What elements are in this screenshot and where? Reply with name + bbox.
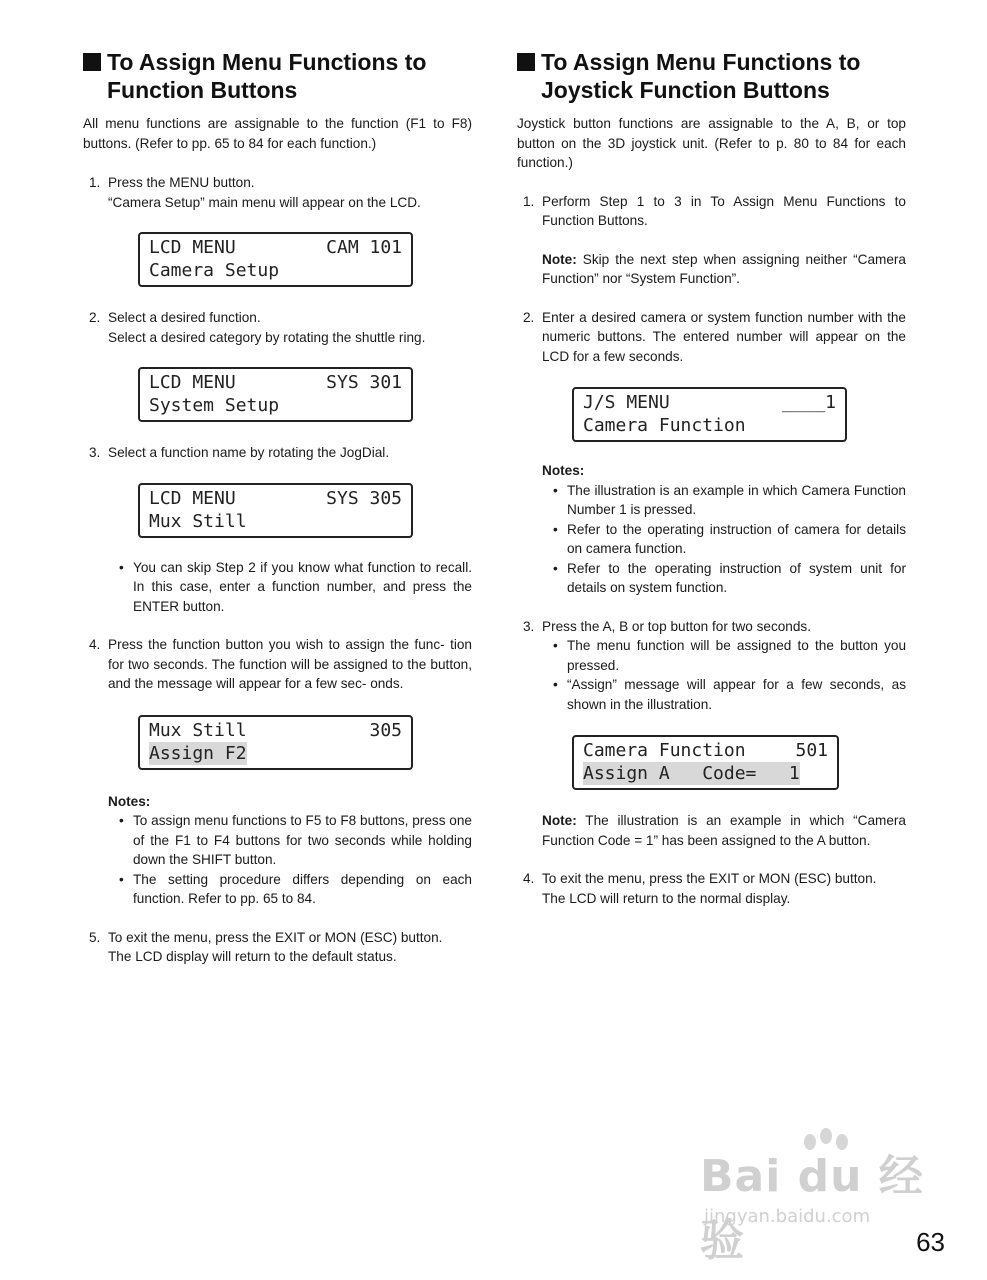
lcd-display-system-setup: LCD MENU SYS 301 System Setup (138, 367, 413, 422)
right-notes-label: Notes: (542, 463, 585, 478)
lcd-display-js-menu: J/S MENU ____1 Camera Function (572, 387, 847, 442)
lcd-display-assign-f2: Mux Still 305 Assign F2 (138, 715, 413, 770)
left-column (83, 48, 472, 967)
right-note-item: • Refer to the operating instruction of camera for details on camera function. (553, 521, 906, 556)
right-intro: Joystick button functions are assignable to the A, B, or top button on the 3D joystick unit. (Refer to p. 80 to 84 for each function.) (517, 116, 906, 170)
right-column (517, 48, 906, 908)
watermark-url: jingyan.baidu.com (704, 1206, 871, 1227)
left-section-heading: To Assign Menu Functions to Function Buttons (83, 48, 472, 104)
left-step-4: 4. Press the function button you wish to assign the func- tion for two seconds. The function will be assigned to the button, and the message will appear for a few sec- onds. (89, 637, 472, 691)
left-note-item: • The setting procedure differs depending on each function. Refer to pp. 65 to 84. (119, 871, 472, 906)
right-step-4: 4. To exit the menu, press the EXIT or MON (ESC) button. The LCD will return to the normal display. (523, 871, 877, 906)
left-notes-label: Notes: (108, 793, 151, 809)
left-step-3-bullet: • You can skip Step 2 if you know what function to recall. In this case, enter a function number, and press the ENTER button. (119, 559, 472, 614)
square-bullet-icon (83, 53, 101, 71)
right-step-3: 3. Press the A, B or top button for two seconds. (523, 618, 812, 634)
left-step-5: 5. To exit the menu, press the EXIT or MON (ESC) button. The LCD display will return to the default status. (89, 929, 443, 964)
paw-icon (796, 1128, 860, 1168)
watermark-brand: Bai du 经验 (700, 1151, 924, 1266)
left-step-1: 1. Press the MENU button. “Camera Setup” main menu will appear on the LCD. (89, 175, 421, 210)
right-note-skip: Note: Skip the next step when assigning neither “Camera Function” nor “System Function”. (542, 251, 906, 286)
right-step-1: 1. Perform Step 1 to 3 in To Assign Menu Functions to Function Buttons. (523, 193, 906, 228)
square-bullet-icon (517, 53, 535, 71)
right-step-3-bullet: • “Assign” message will appear for a few seconds, as shown in the illustration. (553, 677, 906, 712)
left-intro: All menu functions are assignable to the function (F1 to F8) buttons. (Refer to pp. 65 to 84 for each function.) (83, 116, 472, 151)
lcd-display-mux-still: LCD MENU SYS 305 Mux Still (138, 483, 413, 538)
left-note-item: • To assign menu functions to F5 to F8 buttons, press one of the F1 to F4 buttons for two seconds while holding down the SHIFT button. (119, 813, 472, 867)
lcd-display-assign-a: Camera Function 501 Assign A Code= 1 (572, 735, 839, 790)
right-section-heading: To Assign Menu Functions to Joystick Function Buttons (517, 48, 906, 104)
right-note-item: • The illustration is an example in which Camera Function Number 1 is pressed. (553, 482, 906, 517)
lcd-display-camera-setup: LCD MENU CAM 101 Camera Setup (138, 232, 413, 287)
right-note-example: Note: The illustration is an example in which “Camera Function Code = 1” has been assigned to the A button. (542, 813, 906, 848)
baidu-watermark (700, 1128, 930, 1266)
right-note-item: • Refer to the operating instruction of system unit for details on system function. (553, 560, 906, 595)
right-step-2: 2. Enter a desired camera or system function number with the numeric buttons. The entered number will appear on the LCD for a few seconds. (523, 309, 906, 364)
left-step-3: 3. Select a function name by rotating the JogDial. (89, 445, 390, 460)
right-step-3-bullet: • The menu function will be assigned to the button you pressed. (553, 638, 906, 673)
left-step-2: 2. Select a desired function. Select a desired category by rotating the shuttle ring. (89, 310, 426, 345)
page-number: 63 (916, 1227, 945, 1257)
